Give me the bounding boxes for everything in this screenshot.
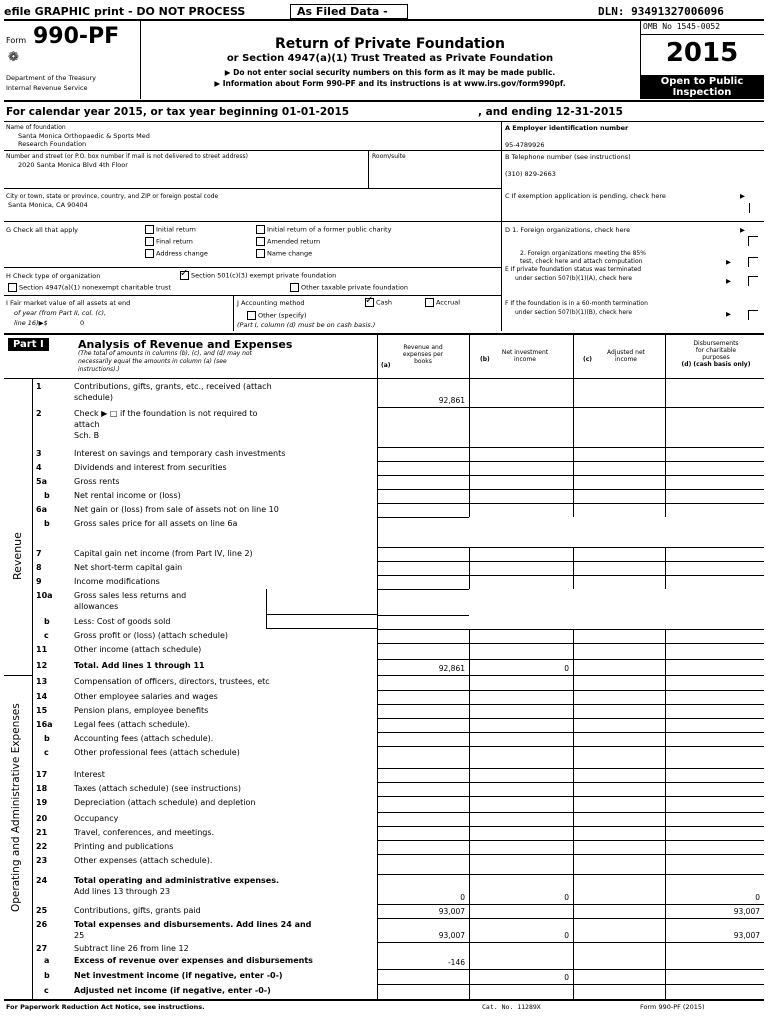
ssn-instruction: ▶ Do not enter social security numbers on this form as it may be made public. [224,68,556,77]
row-r1-col-a: 92,861 [438,396,465,405]
col-b-head-2: income [514,356,536,363]
row-r24-col-b: 0 [564,893,569,902]
row-r24-label: Total operating and administrative expenses. [74,876,279,885]
col-d-head-3: purposes [702,354,730,361]
row-r5b-number: b [44,491,50,500]
row-r18-number: 18 [36,784,48,793]
phone-value: (310) 829-2663 [505,170,556,178]
d1-arrow-icon: ▶ [740,226,745,234]
row-r20-label: Occupancy [74,814,119,823]
row-r2-label-2: attach [74,420,100,429]
part1-desc3: instructions).) [78,366,120,373]
part1-desc2: necessarily equal the amounts in column (a) (see [78,358,227,365]
row-r17-label: Interest [74,770,105,779]
row-r27b-number: b [44,971,50,980]
expenses-side-label: Operating and Administrative Expenses [10,703,22,912]
phone-label: B Telephone number (see instructions) [505,153,631,161]
irs-eagle-icon: ❁ [8,50,19,65]
row-r3-number: 3 [36,449,42,458]
row-r3-label: Interest on savings and temporary cash investments [74,449,286,458]
row-r25-divider [377,918,764,919]
g-amended-checkbox[interactable] [256,237,265,246]
row-r8-divider [377,575,764,576]
col-c-letter: (c) [583,356,593,363]
footer-paperwork: For Paperwork Reduction Act Notice, see instructions. [6,1003,205,1011]
col-c-head-2: income [615,356,637,363]
row-r21-divider [377,840,764,841]
row-r5b-label: Net rental income or (loss) [74,491,181,500]
row-r13-number: 13 [36,677,48,686]
row-r14-number: 14 [36,692,48,701]
row-r5a-number: 5a [36,477,47,486]
h-label: H Check type of organization [6,272,101,280]
city-value: Santa Monica, CA 90404 [8,201,88,209]
row-r6a-label: Net gain or (loss) from sale of assets not on line 10 [74,505,279,514]
row-r24-label-2: Add lines 13 through 23 [74,887,171,896]
row-r12-label: Total. Add lines 1 through 11 [74,661,205,670]
row-r24-number: 24 [36,876,48,885]
row-r16a-label: Legal fees (attach schedule). [74,720,191,729]
row-r2-label-3: Sch. B [74,431,100,440]
j-accrual-checkbox[interactable] [425,298,434,307]
row-r6b-shaded-cell [469,517,764,547]
row-r10a-label-2: allowances [74,602,119,611]
col-d-head-1: Disbursements [693,340,739,347]
row-r16c-divider [377,768,764,769]
ein-value: 95-4789926 [505,141,545,149]
row-r26-label-2: 25 [74,931,85,940]
row-r27a-number: a [44,956,50,965]
row-r19-label: Depreciation (attach schedule) and depletion [74,798,256,807]
foundation-name-1: Santa Monica Orthopaedic & Sports Med [18,132,150,140]
j-other[interactable] [247,311,307,320]
row-r27-label: Subtract line 26 from line 12 [74,944,189,953]
row-r6b-label: Gross sales price for all assets on line 6a [74,519,238,528]
row-r26-divider [377,942,764,943]
row-r16a-divider [377,732,764,733]
g-address-change[interactable] [145,249,208,258]
row-r16c-label: Other professional fees (attach schedule) [74,748,240,757]
foundation-name-label: Name of foundation [6,124,66,131]
row-r18-divider [377,796,764,797]
dept-treasury: Department of the Treasury [6,74,97,82]
g-initial-checkbox[interactable] [145,225,154,234]
e-checkbox[interactable] [748,276,758,286]
row-r27c-number: c [44,986,49,995]
footer-form-name: Form 990-PF (2015) [640,1003,705,1011]
row-r11-label: Other income (attach schedule) [74,645,202,654]
row-r10a-label: Gross sales less returns and [74,591,187,600]
h-opt3-text: Other taxable private foundation [301,283,408,292]
row-r22-label: Printing and publications [74,842,174,851]
g-address-checkbox[interactable] [145,249,154,258]
row-r17-number: 17 [36,770,48,779]
filed-banner: As Filed Data - [290,4,408,19]
part1-desc1: (The total of amounts in columns (b), (c), and (d) may not [78,350,252,357]
row-r24-divider [377,904,764,905]
g-label: G Check all that apply [6,226,78,234]
col-d-head-2: for charitable [695,347,737,354]
dln: DLN: 93491327006096 [598,5,724,18]
col-a-letter: (a) [381,362,391,369]
row-r25-label: Contributions, gifts, grants paid [74,906,201,915]
col-b-letter: (b) [480,356,490,363]
j-label: J Accounting method [237,299,305,307]
row-r24-col-a: 0 [460,893,465,902]
form-number: 990-PF [33,24,120,49]
h-opt1-checkbox[interactable] [180,271,189,280]
footer-cat-number: Cat. No. 11289X [482,1003,541,1011]
j-accrual[interactable] [425,298,460,307]
g-name-text: Name change [267,249,313,258]
room-label: Room/suite [372,153,406,160]
h-opt3-checkbox[interactable] [290,283,299,292]
row-r12-number: 12 [36,661,48,670]
j-other-checkbox[interactable] [247,311,256,320]
row-r14-divider [377,704,764,705]
row-r2-number: 2 [36,409,42,418]
row-r5a-label: Gross rents [74,477,120,486]
g-final-checkbox[interactable] [145,237,154,246]
row-r7-divider [377,561,764,562]
c-exemption-label: C If exemption application is pending, check here [505,192,666,200]
row-r26-label: Total expenses and disbursements. Add lines 24 and [74,920,312,929]
row-r10a-shaded-cell [469,589,764,615]
row-r10b-number: b [44,617,50,626]
f-arrow-icon: ▶ [726,310,731,318]
row-r12-divider [377,675,764,676]
row-r20-number: 20 [36,814,48,823]
row-r8-label: Net short-term capital gain [74,563,183,572]
row-r18-label: Taxes (attach schedule) (see instructions) [74,784,241,793]
row-r9-number: 9 [36,577,42,586]
row-r25-number: 25 [36,906,48,915]
row-r17-divider [377,782,764,783]
row-r25-col-a: 93,007 [438,907,465,916]
g-initial-return[interactable] [145,225,196,234]
foundation-name-2: Research Foundation [18,140,87,148]
g-name-change[interactable] [256,249,312,258]
row-r16b-number: b [44,734,50,743]
row-r19-number: 19 [36,798,48,807]
h-opt3[interactable] [290,283,408,292]
row-r27c-label: Adjusted net income (if negative, enter -0-) [74,986,271,995]
row-r11-divider [377,659,764,660]
efile-banner: efile GRAPHIC print - DO NOT PROCESS [4,5,246,18]
row-r22-number: 22 [36,842,48,851]
row-r10c-number: c [44,631,49,640]
col-b-head [478,349,572,363]
c-arrow-icon: ▶ [740,192,745,200]
e1-label: E If private foundation status was terminated [505,266,642,273]
g-final-text: Final return [156,237,193,246]
j-cash-checkbox[interactable] [365,298,374,307]
row-r14-label: Other employee salaries and wages [74,692,218,701]
g-initial-text: Initial return [156,225,196,234]
row-r22-divider [377,854,764,855]
h-opt1-text: Section 501(c)(3) exempt private foundation [191,271,337,280]
row-r27b-label: Net investment income (if negative, enter -0-) [74,971,283,980]
row-r16c-number: c [44,748,49,757]
d1-checkbox[interactable] [748,236,758,246]
open-inspection-line1: Open to Public [660,76,744,87]
row-r11-number: 11 [36,645,48,654]
row-r27a-col-a: -146 [447,958,465,967]
city-label: City or town, state or province, country, and ZIP or foreign postal code [6,193,219,200]
g-initial-former[interactable] [256,225,391,234]
row-r16b-label: Accounting fees (attach schedule). [74,734,214,743]
row-r15-label: Pension plans, employee benefits [74,706,209,715]
col-a-head [378,344,468,365]
row-r12-col-a: 92,861 [438,664,465,673]
row-r6a-number: 6a [36,505,47,514]
e2-label: under section 507(b)(1)(A), check here [515,275,633,282]
h-opt2[interactable] [8,283,171,292]
g-amended-text: Amended return [267,237,321,246]
f1-label: F If the foundation is in a 60-month termination [505,300,648,307]
row-r15-number: 15 [36,706,48,715]
col-b-head-1: Net investment [501,349,549,356]
calendar-ending: , and ending 12-31-2015 [478,106,623,118]
col-a-head-2: expenses per [402,351,444,358]
row-r10b-divider [377,629,764,630]
row-r4-number: 4 [36,463,42,472]
row-r6b-number: b [44,519,50,528]
open-inspection-line2: Inspection [672,87,732,98]
g-final-return[interactable] [145,237,193,246]
row-r12-col-b: 0 [564,664,569,673]
row-r26-col-a: 93,007 [438,931,465,940]
omb-number: OMB No 1545-0052 [643,22,721,31]
row-r16a-number: 16a [36,720,53,729]
d2-checkbox[interactable] [748,257,758,267]
d2-arrow-icon: ▶ [726,258,731,266]
form-title: Return of Private Foundation [275,36,505,52]
i-label-1: I Fair market value of all assets at end [6,299,131,307]
street-label: Number and street (or P.O. box number if mail is not delivered to street address) [6,153,249,160]
tax-year: 2015 [665,38,739,68]
h-opt1[interactable] [180,271,336,280]
row-r26-number: 26 [36,920,48,929]
open-inspection-box [640,75,764,99]
row-r26-col-d: 93,007 [733,931,760,940]
col-a-head-3: books [414,358,432,365]
d2a-label: 2. Foreign organizations meeting the 85% [520,250,646,257]
f-checkbox[interactable] [748,310,758,320]
row-r19-divider [377,812,764,813]
row-r6b-divider [377,547,764,548]
row-r4-label: Dividends and interest from securities [74,463,227,472]
ein-label: A Employer identification number [505,124,629,132]
row-r23-label: Other expenses (attach schedule). [74,856,213,865]
g-amended-return[interactable] [256,237,320,246]
i-label-2: of year (from Part II, col. (c), [14,309,107,317]
calendar-year-line: For calendar year 2015, or tax year beginning 01-01-2015 [6,106,350,118]
row-r27b-divider [377,984,764,985]
street-value: 2020 Santa Monica Blvd 4th Floor [18,161,128,169]
revenue-side-label: Revenue [11,532,24,580]
row-r24-col-d: 0 [755,893,760,902]
g-initial-former-text: Initial return of a former public charity [267,225,392,234]
j-accrual-text: Accrual [436,298,461,307]
row-r15-divider [377,718,764,719]
part1-tag: Part I [8,338,49,351]
row-r10b-label: Less: Cost of goods sold [74,617,171,626]
j-cash[interactable] [365,298,392,307]
h-opt2-checkbox[interactable] [8,283,17,292]
h-opt2-text: Section 4947(a)(1) nonexempt charitable trust [19,283,171,292]
row-r8-number: 8 [36,563,42,572]
part1-title: Analysis of Revenue and Expenses [78,338,293,351]
row-r9-label: Income modifications [74,577,160,586]
row-r21-number: 21 [36,828,48,837]
row-r27b-col-b: 0 [564,973,569,982]
col-c-head-1: Adjusted net [606,349,645,356]
row-r7-label: Capital gain net income (from Part IV, line 2) [74,549,253,558]
form-subtitle: or Section 4947(a)(1) Trust Treated as Private Foundation [226,53,554,64]
row-r20-divider [377,826,764,827]
row-r13-label: Compensation of officers, directors, trustees, etc [74,677,270,686]
dept-irs: Internal Revenue Service [6,84,88,92]
row-r2-divider [377,447,764,448]
d1-label: D 1. Foreign organizations, check here [505,226,631,234]
row-r3-divider [377,461,764,462]
i-label-3: line 16)▶$ [14,319,48,327]
g-initial-former-checkbox[interactable] [256,225,265,234]
i-value: 0 [80,319,85,327]
row-r7-number: 7 [36,549,42,558]
row-r21-label: Travel, conferences, and meetings. [74,828,215,837]
row-r10c-label: Gross profit or (loss) (attach schedule) [74,631,229,640]
row-r10a-number: 10a [36,591,53,600]
row-r1-label-2: schedule) [74,393,113,402]
col-a-head-1: Revenue and [403,344,443,351]
col-d-head [666,340,766,368]
row-r10c-divider [377,643,764,644]
row-r1-number: 1 [36,382,42,391]
d2b-label: test, check here and attach computation [520,258,643,265]
j-note: (Part I, column (d) must be on cash basis.) [237,321,376,329]
row-r10a-entry-box[interactable] [266,589,377,615]
j-other-text: Other (specify) [258,311,307,320]
row-r10b-shaded-cell [469,615,764,629]
row-r2-label: Check ▶ □ if the foundation is not required to [74,409,258,418]
row-r4-divider [377,475,764,476]
col-d-head-4: (d) (cash basis only) [681,361,751,368]
row-r1-label: Contributions, gifts, grants, etc., received (attach [74,382,272,391]
row-r13-divider [377,690,764,691]
row-r25-col-d: 93,007 [733,907,760,916]
row-r26-col-b: 0 [564,931,569,940]
row-r23-divider [377,874,764,875]
row-r5a-divider [377,489,764,490]
row-r1-divider [377,407,764,408]
row-r23-number: 23 [36,856,48,865]
info-instruction: ▶ Information about Form 990-PF and its instructions is at www.irs.gov/form990pf. [214,79,566,88]
row-r16b-divider [377,746,764,747]
f2-label: under section 507(b)(1)(B), check here [515,309,633,316]
row-r27a-divider [377,969,764,970]
j-cash-text: Cash [376,298,393,307]
row-r27-number: 27 [36,944,48,953]
form-prefix: Form [6,36,27,45]
col-c-head [586,349,666,363]
g-address-text: Address change [156,249,208,258]
row-r27a-label: Excess of revenue over expenses and disbursements [74,956,313,965]
row-r5b-divider [377,503,764,504]
row-r10b-entry-box[interactable] [266,615,377,629]
g-name-checkbox[interactable] [256,249,265,258]
e-arrow-icon: ▶ [726,277,731,285]
